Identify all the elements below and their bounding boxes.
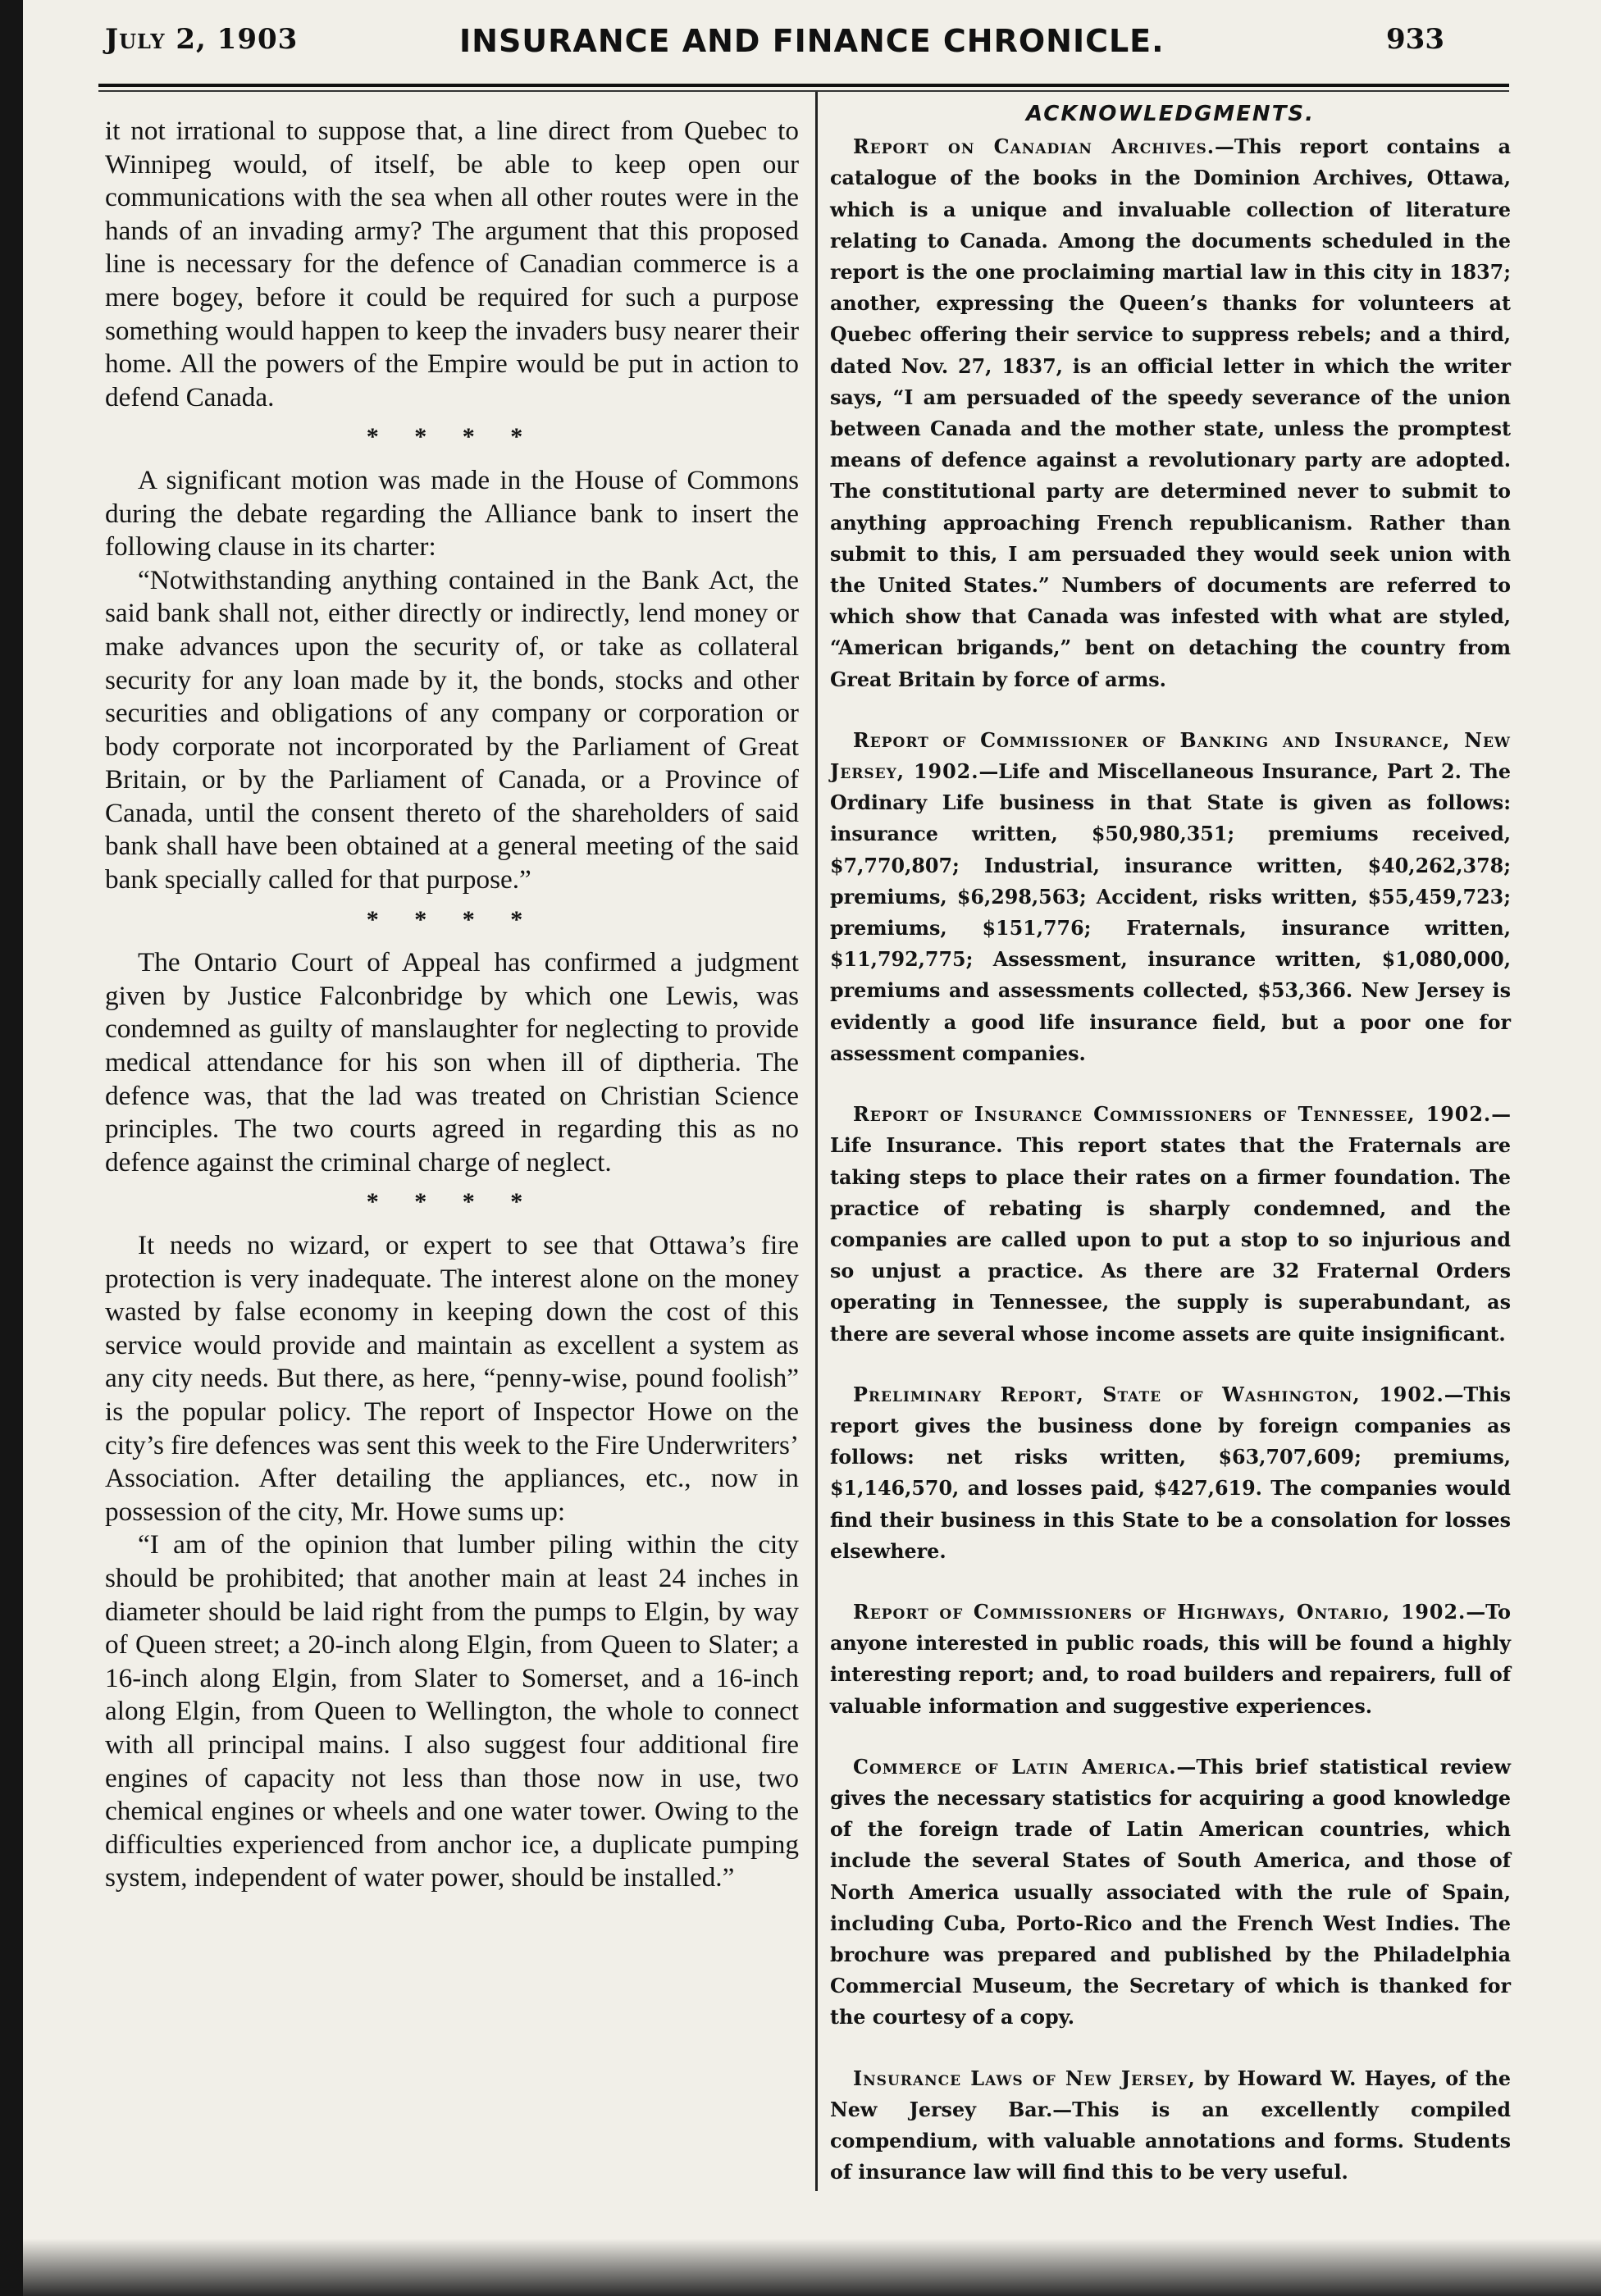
acknowledgment-item: [830, 2063, 1511, 2189]
item-lead: Commerce of Latin America.: [853, 1755, 1177, 1779]
paragraph-court-of-appeal: The Ontario Court of Appeal has confirmed a judgment given by Justice Falconbridge by which one Lewis, was condemned as guilty of manslaughter for neglecting to provide medical attendance for his son when ill of diptheria. The defence was, that the lad was treated on Christian Science principles. The two courts agreed in regarding this as no defence against the criminal charge of neglect.: [105, 947, 799, 1178]
paragraph-ottawa-fire: It needs no wizard, or expert to see that Ottawa’s fire protection is very inadequate. The interest alone on the money wasted by false economy in keeping down the cost of this service would provide and maintain as excellent a system as any city needs. But there, as here, “penny-wise, pound foolish” is the popular policy. The report of Inspector Howe on the city’s fire defences was sent this week to the Fire Underwriters’ Association. After detailing the appliances, etc., now in possession of the city, Mr. Howe sums up:: [105, 1230, 800, 1527]
section-separator: * * * *: [366, 905, 538, 933]
paragraph-howe-quote: “I am of the opinion that lumber piling within the city should be prohibited; that another main at least 24 inches in diameter should be laid right from the pumps to Elgin, by way of Queen street; a 20-inch along Elgin, from Queen to Slater; a 16-inch along Elgin, from Slater to Somerset, and a 16-inch along Elgin, from Queen to Wellington, the whole to connect with all principal mains. I also suggest four additional fire engines of capacity not less than those now in use, two chemical engines or wheels and one water tower. Owing to the difficulties experienced from anchor ice, a duplicate pumping system, independent of water power, should be installed.”: [105, 1529, 799, 1893]
section-separator: * * * *: [366, 1188, 538, 1216]
scan-margin: [0, 0, 23, 2296]
item-lead: Report of Commissioner of Banking and Insurance, New Jersey, 1902.: [830, 728, 1511, 784]
item-text: —Life and Miscellaneous Insurance, Part 2. The Ordinary Life business in that State is given as follows: insurance written, $50,980,351; premiums received, $7,770,807; Industrial, insurance written, $40,262,378; premiums, $6,298,563; Accident, risks written, $55,459,723; premiums, $151,776; Fraternals, insurance written, $11,792,775; Assessment, insurance written, $1,080,000, premiums and assessments collected, $53,366. New Jersey is evidently a good life insurance field, but a poor one for assessment companies.: [830, 760, 1511, 1065]
item-text: —This brief statistical review gives the necessary statistics for acquiring a good knowledge of the foreign trade of Latin American countries, which include the several States of South America, and those of North America usually associated with the rule of Spain, including Cuba, Porto-Rico and the French West Indies. The brochure was prepared and published by the Philadelphia Commercial Museum, the Secretary of which is thanked for the courtesy of a copy.: [830, 1755, 1511, 2029]
section-heading: ACKNOWLEDGMENTS.: [1025, 102, 1316, 126]
scan-shadow: [23, 2239, 1601, 2296]
item-text: —This report contains a catalogue of the books in the Dominion Archives, Ottawa, which is a unique and invaluable collection of literature relating to Canada. Among the documents scheduled in the report is the one proclaiming martial law in this city in 1837; another, expressing the Queen’s thanks for volunteers at Quebec offering their service to suppress rebels; and a third, dated Nov. 27, 1837, is an official letter in which the writer says, “I am persuaded of the speedy severance of the union between Canada and the mother state, unless the promptest means of defence against a revolutionary party are adopted. The constitutional party are determined never to submit to anything approaching French republicanism. Rather than submit to this, I am persuaded they would seek union with the United States.” Numbers of documents are referred to which show that Canada was infested with what are styled, “American brigands,” bent on detaching the country from Great Britain by force of arms.: [830, 135, 1511, 691]
header-rule-thin: [98, 90, 1509, 92]
right-column: [830, 98, 1511, 2217]
item-lead: Preliminary Report, State of Washington, 1902.: [853, 1383, 1444, 1406]
item-lead: Report of Commissioners of Highways, Ontario, 1902.: [853, 1600, 1466, 1624]
item-text: by Howard W. Hayes, of the New Jersey Bar.—This is an excellently compiled compendium, with valuable annotations and forms. Students of insurance law will find this to be very useful.: [830, 2066, 1511, 2184]
acknowledgment-item: [830, 1597, 1511, 1722]
left-column: [105, 115, 799, 1895]
item-text: —This report gives the business done by foreign companies as follows: net risks written, $63,707,609; premiums, $1,146,570, and losses paid, $427,619. The companies would find their business in this State to be a consolation for losses elsewhere.: [830, 1383, 1511, 1563]
acknowledgment-item: [830, 1752, 1511, 2034]
acknowledgment-item: [830, 131, 1511, 695]
issue-date: July 2, 1903: [105, 23, 299, 56]
item-lead: Report on Canadian Archives.: [853, 135, 1216, 159]
paragraph-quebec-line: it not irrational to suppose that, a line direct from Quebec to Winnipeg would, of itself, be able to keep open our communications with the sea when all other routes were in the hands of an invading army? The argument that this proposed line is necessary for the defence of Canadian commerce is a mere bogey, before it could be required for such a purpose something would happen to keep the invaders busy nearer their home. All the powers of the Empire would be put in action to defend Canada.: [105, 116, 799, 412]
column-divider: [815, 92, 818, 2191]
section-separator: * * * *: [366, 423, 538, 451]
item-text: —Life Insurance. This report states that the Fraternals are taking steps to place their rates on a firmer foundation. The practice of rebating is sharply condemned, and the companies are called upon to put a stop to so injurious and so unjust a practice. As there are 32 Fraternal Orders operating in Tennessee, the supply is superabundant, as there are several whose income assets are quite insignificant.: [830, 1103, 1511, 1346]
paragraph-charter-clause: “Notwithstanding anything contained in the Bank Act, the said bank shall not, either directly or indirectly, lend money or make advances upon the security of, or take as collateral security for any loan made by it, the bonds, stocks and other securities and obligations of any company or corporation or body corporate not incorporated by the Parliament of Great Britain, or by the Parliament of Canada, or a Province of Canada, until the consent thereto of the shareholders of said bank shall have been obtained at a general meeting of the said bank specially called for that purpose.”: [105, 564, 799, 895]
header-rule: [98, 84, 1509, 87]
acknowledgment-item: [830, 1099, 1511, 1350]
page-number: 933: [1386, 23, 1444, 56]
item-lead: Report of Insurance Commissioners of Tennessee, 1902.: [853, 1103, 1492, 1127]
acknowledgment-item: [830, 1379, 1511, 1567]
item-lead: Insurance Laws of New Jersey,: [853, 2066, 1196, 2090]
acknowledgment-item: [830, 725, 1511, 1069]
item-text: —To anyone interested in public roads, this will be found a highly interesting report; and, to road builders and repairers, full of valuable information and suggestive experiences.: [830, 1600, 1511, 1718]
paragraph-alliance-bank: A significant motion was made in the House of Commons during the debate regarding the Alliance bank to insert the following clause in its charter:: [105, 464, 799, 563]
publication-title: INSURANCE AND FINANCE CHRONICLE.: [459, 23, 1165, 59]
